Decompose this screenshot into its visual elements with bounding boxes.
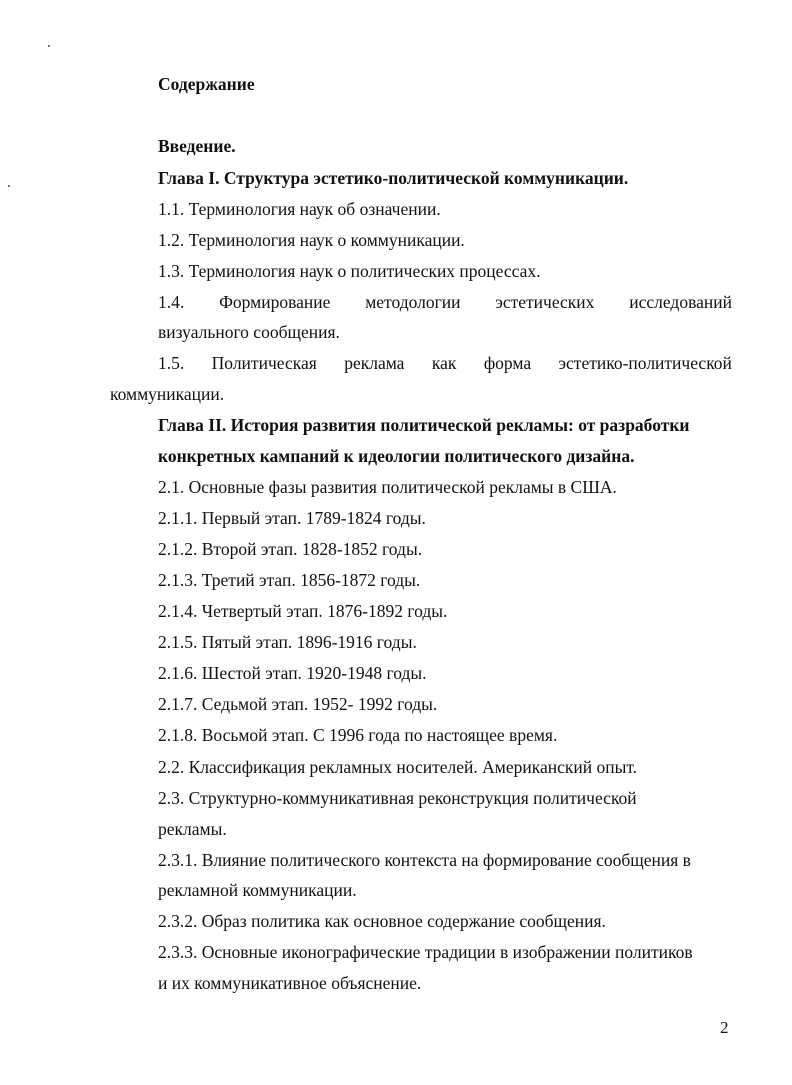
toc-section-2-1-5: 2.1.5. Пятый этап. 1896-1916 годы. bbox=[158, 632, 417, 652]
page-title: Содержание bbox=[158, 74, 255, 94]
toc-section-2-2: 2.2. Классификация рекламных носителей. Американский опыт. bbox=[158, 757, 638, 777]
toc-section-2-3-1-line-2: рекламной коммуникации. bbox=[158, 880, 357, 900]
toc-section-2-1-8: 2.1.8. Восьмой этап. С 1996 года по настоящее время. bbox=[158, 725, 558, 745]
scan-speck bbox=[8, 185, 10, 187]
toc-section-2-3-line-1: 2.3. Структурно-коммуникативная реконструкция политической bbox=[158, 788, 637, 808]
toc-word: Политическая bbox=[211, 353, 317, 373]
toc-section-2-1-1: 2.1.1. Первый этап. 1789-1824 годы. bbox=[158, 508, 426, 528]
toc-section-2-1-7: 2.1.7. Седьмой этап. 1952- 1992 годы. bbox=[158, 694, 438, 714]
toc-section-1-3: 1.3. Терминология наук о политических процессах. bbox=[158, 261, 541, 281]
toc-section-2-3-2: 2.3.2. Образ политика как основное содержание сообщения. bbox=[158, 911, 606, 931]
toc-chapter-2-line-2: конкретных кампаний к идеологии политического дизайна. bbox=[158, 446, 635, 466]
toc-word: Формирование bbox=[219, 292, 331, 312]
toc-section-2-1-2: 2.1.2. Второй этап. 1828-1852 годы. bbox=[158, 539, 423, 559]
toc-section-2-3-line-2: рекламы. bbox=[158, 819, 227, 839]
toc-section-1-5-cont: коммуникации. bbox=[110, 384, 225, 404]
toc-section-2-1: 2.1. Основные фазы развития политической рекламы в США. bbox=[158, 477, 617, 497]
toc-section-2-3-1-line-1: 2.3.1. Влияние политического контекста на формирование сообщения в bbox=[158, 850, 691, 870]
toc-section-2-1-4: 2.1.4. Четвертый этап. 1876-1892 годы. bbox=[158, 601, 448, 621]
toc-section-1-5 bbox=[158, 353, 732, 373]
toc-introduction: Введение. bbox=[158, 136, 236, 156]
toc-section-2-3-3-line-1: 2.3.3. Основные иконографические традиции в изображении политиков bbox=[158, 942, 693, 962]
toc-section-2-1-6: 2.1.6. Шестой этап. 1920-1948 годы. bbox=[158, 663, 427, 683]
toc-chapter-2-line-1: Глава II. История развития политической рекламы: от разработки bbox=[158, 415, 690, 435]
toc-section-1-4-cont: визуального сообщения. bbox=[158, 322, 340, 342]
toc-section-1-4 bbox=[158, 292, 732, 312]
toc-word: как bbox=[431, 353, 457, 373]
toc-word: 1.4. bbox=[158, 292, 185, 312]
toc-word: методологии bbox=[365, 292, 461, 312]
page-number: 2 bbox=[720, 1018, 729, 1037]
toc-chapter-1: Глава I. Структура эстетико-политической коммуникации. bbox=[158, 168, 629, 188]
toc-section-2-1-3: 2.1.3. Третий этап. 1856-1872 годы. bbox=[158, 570, 421, 590]
toc-section-2-3-3-line-2: и их коммуникативное объяснение. bbox=[158, 973, 422, 993]
toc-word: эстетико-политической bbox=[558, 353, 732, 373]
toc-word: эстетических bbox=[495, 292, 595, 312]
toc-word: реклама bbox=[344, 353, 405, 373]
toc-word: форма bbox=[483, 353, 532, 373]
toc-word: 1.5. bbox=[158, 353, 185, 373]
toc-section-1-2: 1.2. Терминология наук о коммуникации. bbox=[158, 230, 465, 250]
scan-speck bbox=[48, 45, 50, 47]
toc-word: исследований bbox=[629, 292, 732, 312]
toc-section-1-1: 1.1. Терминология наук об означении. bbox=[158, 199, 441, 219]
